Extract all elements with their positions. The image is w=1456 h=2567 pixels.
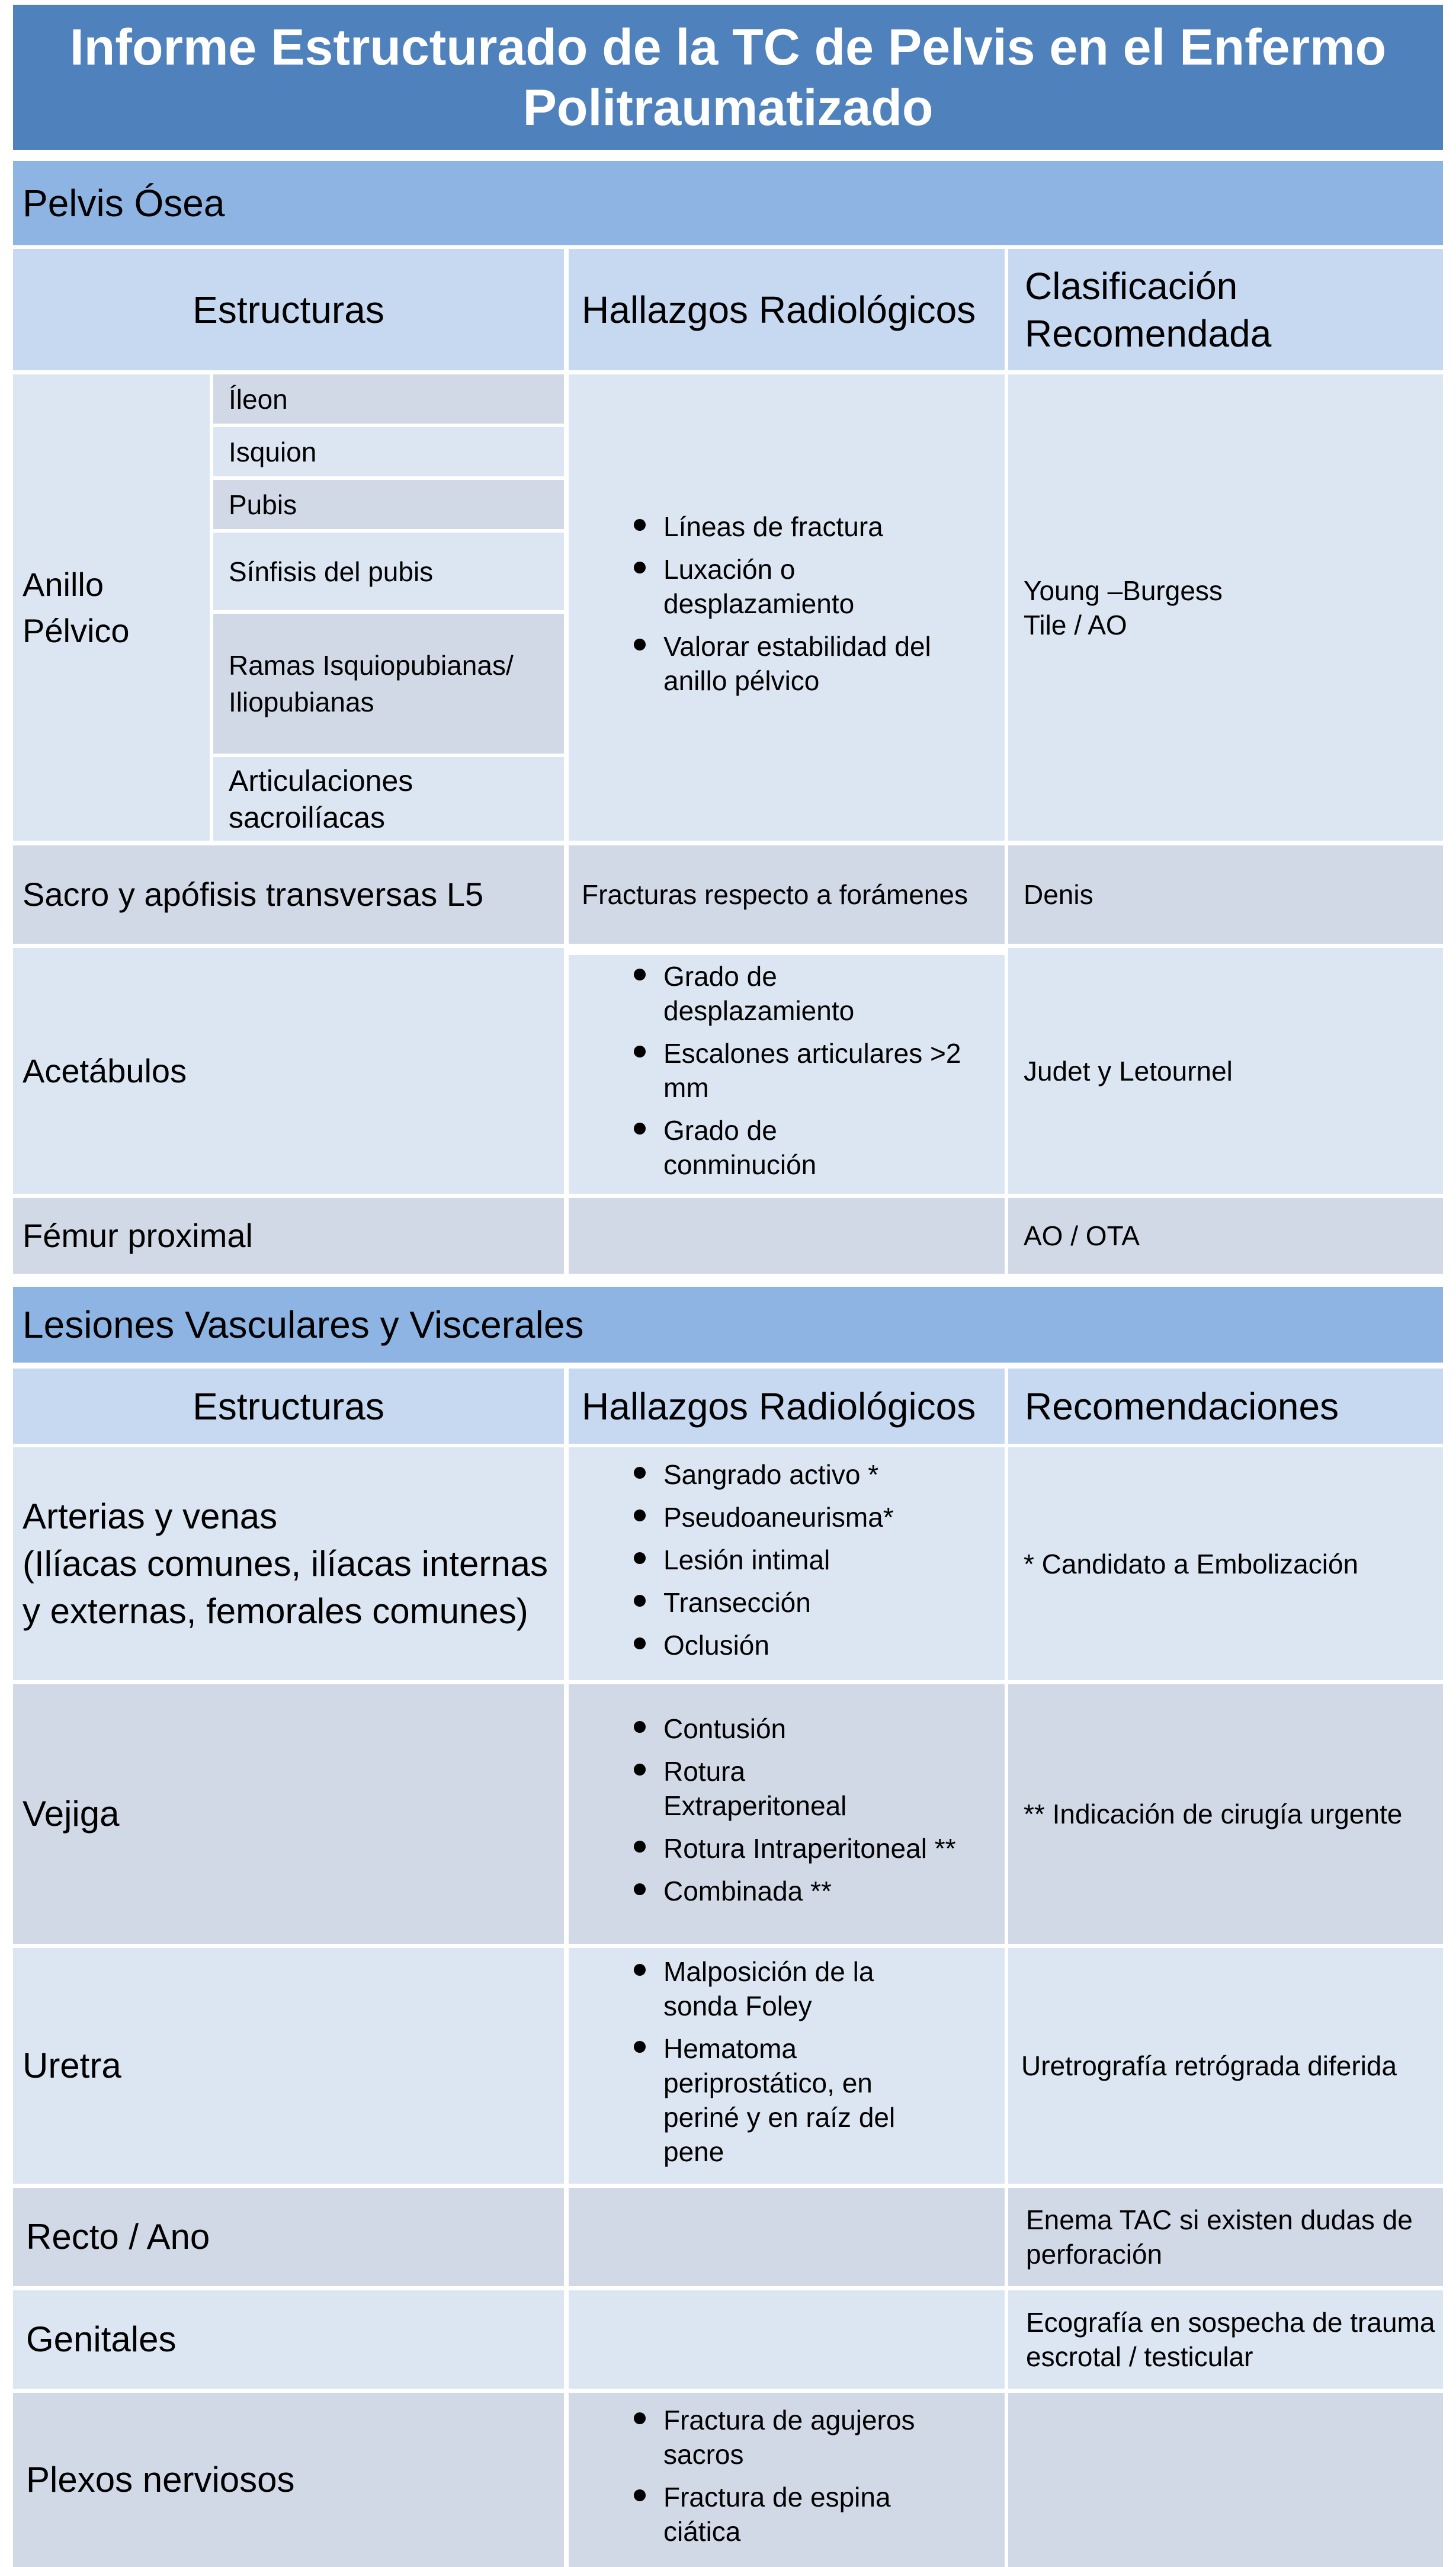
recommendation-text: ** Indicación de cirugía urgente xyxy=(1024,1799,1403,1829)
finding-item: Rotura Intraperitoneal ** xyxy=(569,1831,971,1866)
sub-structure-sacroiliacas xyxy=(213,757,564,841)
finding-item: Líneas de fractura xyxy=(569,509,983,544)
plexos-label: Plexos nerviosos xyxy=(26,2460,295,2499)
genitales-label: Genitales xyxy=(26,2319,177,2359)
section-title: Pelvis Ósea xyxy=(23,182,225,225)
header-structures-text: Estructuras xyxy=(193,1385,384,1428)
row-label-acetabulos xyxy=(13,948,564,1194)
finding-item: Sangrado activo * xyxy=(569,1457,995,1492)
uretra-recommendation xyxy=(1008,1948,1443,2184)
finding-item: Fractura de agujeros sacros xyxy=(569,2403,948,2472)
sub-structure-ileon xyxy=(213,374,564,424)
header-structures-text: Estructuras xyxy=(193,288,384,331)
sub-structure-text: Isquion xyxy=(229,436,317,467)
uretra-label: Uretra xyxy=(23,2046,121,2085)
acetabulos-label: Acetábulos xyxy=(23,1052,187,1089)
finding-item: Oclusión xyxy=(569,1628,995,1662)
sub-structure-ramas xyxy=(213,614,564,754)
finding-item: Grado de conminución xyxy=(569,1113,930,1182)
page-title-text: Informe Estructurado de la TC de Pelvis en el Enfermo Politraumatizado xyxy=(69,18,1387,136)
femur-classification xyxy=(1008,1198,1443,1274)
genitales-findings-empty xyxy=(569,2290,1005,2389)
femur-label: Fémur proximal xyxy=(23,1217,253,1254)
section-title: Lesiones Vasculares y Viscerales xyxy=(23,1303,584,1346)
finding-item: Transección xyxy=(569,1585,995,1620)
finding-item: Pseudoaneurisma* xyxy=(569,1500,995,1534)
row-label-plexos xyxy=(13,2393,564,2567)
sacro-classification xyxy=(1008,845,1443,944)
sacro-finding xyxy=(569,845,1005,944)
genitales-recommendation xyxy=(1008,2290,1443,2389)
section-pelvis-osea xyxy=(13,161,1443,245)
vejiga-label: Vejiga xyxy=(23,1794,120,1834)
finding-item: Escalones articulares >2 mm xyxy=(569,1036,971,1105)
row-label-genitales xyxy=(13,2290,564,2389)
header-classification xyxy=(1008,249,1443,370)
sub-structure-sinfisis xyxy=(213,533,564,610)
uretra-findings xyxy=(569,1948,1005,2184)
recto-label: Recto / Ano xyxy=(26,2217,210,2257)
recommendation-text: Enema TAC si existen dudas de perforación xyxy=(1026,2204,1413,2270)
row-label-vejiga xyxy=(13,1684,564,1944)
header-structures xyxy=(13,249,564,370)
header-findings xyxy=(569,249,1005,370)
sub-structure-text: Ramas Isquiopubianas/ Iliopubianas xyxy=(229,650,514,717)
acetabulos-classification xyxy=(1008,948,1443,1194)
finding-item: Rotura Extraperitoneal xyxy=(569,1754,912,1823)
sub-structure-pubis xyxy=(213,480,564,529)
finding-item: Lesión intimal xyxy=(569,1543,995,1577)
page-title xyxy=(13,5,1443,150)
recto-recommendation xyxy=(1008,2188,1443,2286)
classification-text: Young –Burgess Tile / AO xyxy=(1024,575,1223,640)
arterias-findings xyxy=(569,1447,1005,1680)
header-findings-2 xyxy=(569,1369,1005,1444)
recommendation-text: Ecografía en sospecha de trauma escrotal / testicular xyxy=(1026,2307,1435,2372)
header-structures-2 xyxy=(13,1369,564,1444)
plexos-findings xyxy=(569,2393,1005,2567)
section-lesiones-vasculares xyxy=(13,1287,1443,1363)
finding-item: Luxación o desplazamiento xyxy=(569,552,983,621)
femur-findings-empty xyxy=(569,1198,1005,1274)
header-findings-text: Hallazgos Radiológicos xyxy=(582,1385,976,1428)
sub-structure-text: Sínfisis del pubis xyxy=(229,556,434,587)
classification-text: Judet y Letournel xyxy=(1024,1055,1233,1087)
acetabulos-findings xyxy=(569,955,1005,1194)
sub-structure-text: Articulaciones sacroilíacas xyxy=(229,764,413,834)
vejiga-findings xyxy=(569,1684,1005,1944)
row-label-femur xyxy=(13,1198,564,1274)
finding-item: Malposición de la sonda Foley xyxy=(569,1954,924,2023)
header-recommendations xyxy=(1008,1369,1443,1444)
plexos-recommendation-empty xyxy=(1008,2393,1443,2567)
finding-text: Fracturas respecto a forámenes xyxy=(582,879,968,910)
classification-text: AO / OTA xyxy=(1024,1220,1140,1251)
row-label-anillo-pelvico xyxy=(13,374,210,841)
finding-item: Contusión xyxy=(569,1712,995,1746)
classification-text: Denis xyxy=(1024,879,1093,910)
arterias-label: Arterias y venas (Ilíacas comunes, ilíacas internas y externas, femorales comunes) xyxy=(23,1496,549,1631)
recommendation-text: * Candidato a Embolización xyxy=(1024,1548,1359,1579)
finding-item: Combinada ** xyxy=(569,1874,995,1908)
finding-item: Hematoma periprostático, en periné y en raíz del pene xyxy=(569,2031,948,2169)
anillo-label: Anillo Pélvico xyxy=(23,565,130,649)
header-classification-text: Clasificación Recomendada xyxy=(1025,264,1272,355)
anillo-findings xyxy=(569,374,1005,841)
finding-item: Fractura de espina ciática xyxy=(569,2480,948,2549)
row-label-sacro xyxy=(13,845,564,944)
row-label-uretra xyxy=(13,1948,564,2184)
header-recommendations-text: Recomendaciones xyxy=(1025,1385,1339,1428)
sacro-label: Sacro y apófisis transversas L5 xyxy=(23,876,484,913)
arterias-recommendation xyxy=(1008,1447,1443,1680)
sub-structure-text: Pubis xyxy=(229,489,297,520)
finding-item: Valorar estabilidad del anillo pélvico xyxy=(569,629,995,698)
row-label-recto xyxy=(13,2188,564,2286)
row-label-arterias xyxy=(13,1447,564,1680)
recto-findings-empty xyxy=(569,2188,1005,2286)
finding-item: Grado de desplazamiento xyxy=(569,959,948,1028)
header-findings-text: Hallazgos Radiológicos xyxy=(582,288,976,331)
vejiga-recommendation xyxy=(1008,1684,1443,1944)
anillo-classification xyxy=(1008,374,1443,841)
sub-structure-text: Íleon xyxy=(229,383,288,415)
sub-structure-isquion xyxy=(213,427,564,476)
recommendation-text: Uretrografía retrógrada diferida xyxy=(1021,2050,1397,2081)
